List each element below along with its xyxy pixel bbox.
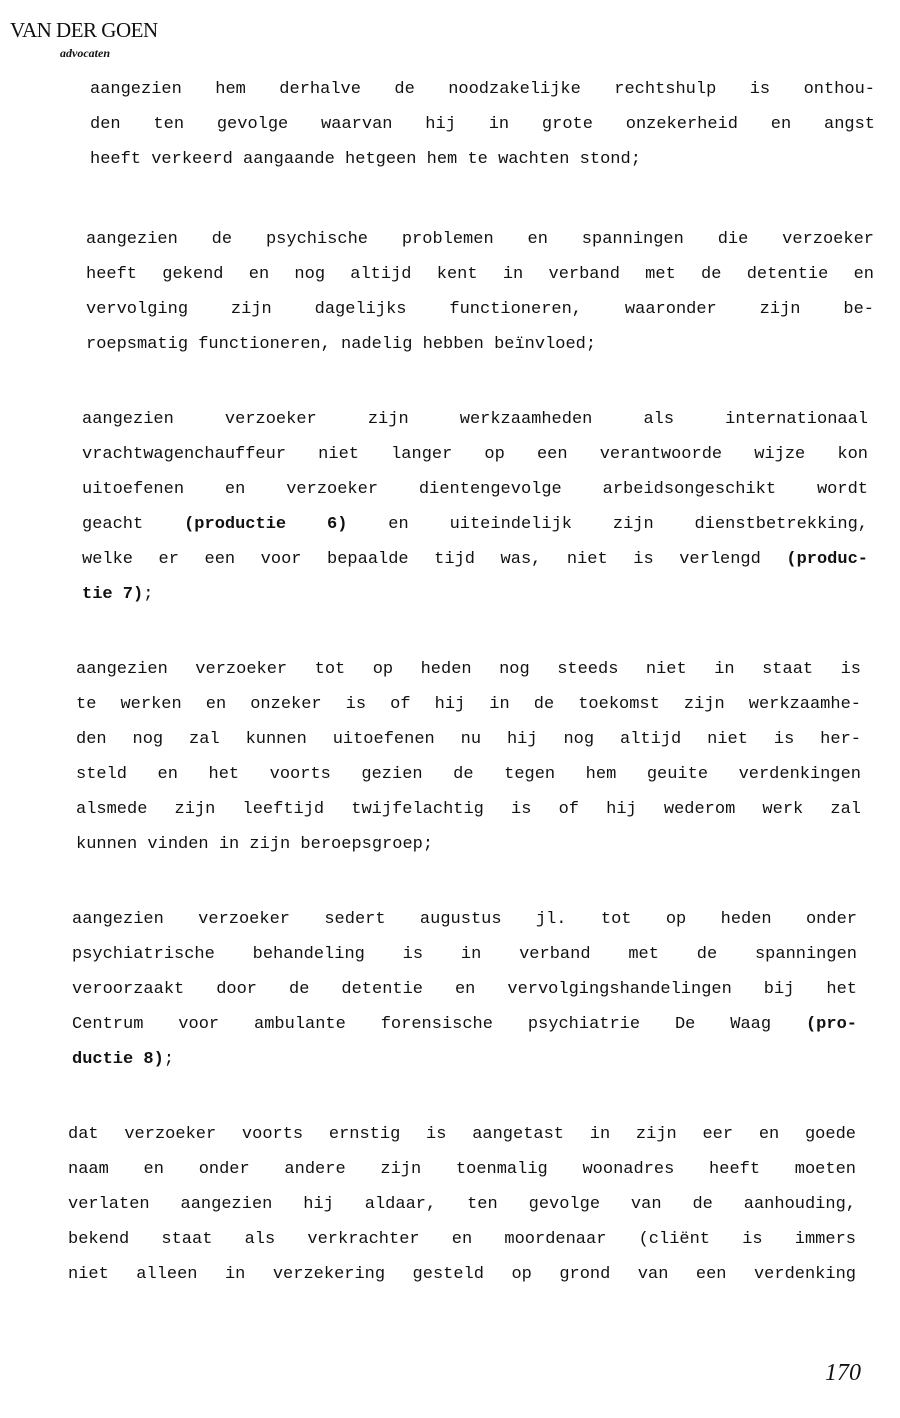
text-segment: den ten gevolge waarvan hij in grote onzekerheid en angst [90, 115, 875, 134]
paragraph [82, 402, 868, 612]
text-line [68, 1187, 856, 1222]
text-line [76, 687, 861, 722]
paragraph [86, 222, 874, 362]
text-line [76, 792, 861, 827]
text-segment: alsmede zijn leeftijd twijfelachtig is of hij wederom werk zal [76, 800, 861, 819]
text-line [68, 1257, 856, 1292]
text-segment: ; [143, 585, 154, 604]
text-line [76, 652, 861, 687]
text-segment: niet alleen in verzekering gesteld op grond van een verdenking [68, 1265, 856, 1284]
text-segment: veroorzaakt door de detentie en vervolgingshandelingen bij het [72, 980, 857, 999]
text-line [72, 1007, 857, 1042]
text-segment: aangezien verzoeker sedert augustus jl. tot op heden onder [72, 910, 857, 929]
text-segment: heeft gekend en nog altijd kent in verband met de detentie en [86, 265, 874, 284]
text-segment: vervolging zijn dagelijks functioneren, waaronder zijn be- [86, 300, 874, 319]
text-segment: te werken en onzeker is of hij in de toekomst zijn werkzaamhe- [76, 695, 861, 714]
text-line [72, 1042, 857, 1077]
text-line [90, 107, 875, 142]
letterhead-firm-name: VAN DER GOEN [10, 18, 158, 42]
text-segment: verlaten aangezien hij aldaar, ten gevolge van de aanhouding, [68, 1195, 856, 1214]
text-segment: uitoefenen en verzoeker dientengevolge arbeidsongeschikt wordt [82, 480, 868, 499]
text-segment: kunnen vinden in zijn beroepsgroep; [76, 835, 434, 854]
page-number: 170 [825, 1360, 861, 1386]
text-line [68, 1117, 856, 1152]
text-line [76, 757, 861, 792]
letterhead-subtitle: advocaten [60, 46, 110, 60]
paragraph [68, 1117, 856, 1292]
text-segment: geacht [82, 515, 185, 534]
text-segment: dat verzoeker voorts ernstig is aangetast in zijn eer en goede [68, 1125, 856, 1144]
bold-reference: (produc- [786, 550, 868, 569]
paragraph [72, 902, 857, 1077]
text-segment: psychiatrische behandeling is in verband met de spanningen [72, 945, 857, 964]
text-line [82, 577, 868, 612]
text-segment: roepsmatig functioneren, nadelig hebben beïnvloed; [86, 335, 597, 354]
text-segment: steld en het voorts gezien de tegen hem geuite verdenkingen [76, 765, 861, 784]
text-segment: ; [163, 1050, 175, 1069]
text-segment: bekend staat als verkrachter en moordenaar (cliënt is immers [68, 1230, 856, 1249]
text-line [86, 222, 874, 257]
bold-reference: (pro- [805, 1015, 857, 1034]
text-segment: heeft verkeerd aangaande hetgeen hem te wachten stond; [90, 150, 641, 169]
text-line [90, 72, 875, 107]
text-line [90, 142, 875, 177]
text-line [68, 1152, 856, 1187]
text-segment: Centrum voor ambulante forensische psychiatrie De Waag [72, 1015, 806, 1034]
text-line [82, 472, 868, 507]
text-line [76, 827, 861, 862]
bold-reference: ductie 8) [72, 1050, 164, 1069]
paragraph [76, 652, 861, 862]
text-line [82, 402, 868, 437]
text-line [72, 937, 857, 972]
text-segment: den nog zal kunnen uitoefenen nu hij nog altijd niet is her- [76, 730, 861, 749]
text-line [82, 507, 868, 542]
text-line [82, 542, 868, 577]
text-line [86, 257, 874, 292]
text-segment: aangezien verzoeker zijn werkzaamheden als internationaal [82, 410, 868, 429]
bold-reference: (productie 6) [184, 515, 348, 534]
text-segment: aangezien verzoeker tot op heden nog steeds niet in staat is [76, 660, 861, 679]
bold-reference: tie 7) [82, 585, 144, 604]
text-line [76, 722, 861, 757]
text-segment: naam en onder andere zijn toenmalig woonadres heeft moeten [68, 1160, 856, 1179]
text-line [68, 1222, 856, 1257]
text-line [86, 292, 874, 327]
text-line [86, 327, 874, 362]
text-segment: vrachtwagenchauffeur niet langer op een verantwoorde wijze kon [82, 445, 868, 464]
text-segment: en uiteindelijk zijn dienstbetrekking, [347, 515, 868, 534]
paragraph [90, 72, 875, 177]
text-line [72, 902, 857, 937]
text-segment: aangezien hem derhalve de noodzakelijke rechtshulp is onthou- [90, 80, 875, 99]
text-line [72, 972, 857, 1007]
text-segment: aangezien de psychische problemen en spanningen die verzoeker [86, 230, 874, 249]
text-segment: welke er een voor bepaalde tijd was, niet is verlengd [82, 550, 787, 569]
text-line [82, 437, 868, 472]
